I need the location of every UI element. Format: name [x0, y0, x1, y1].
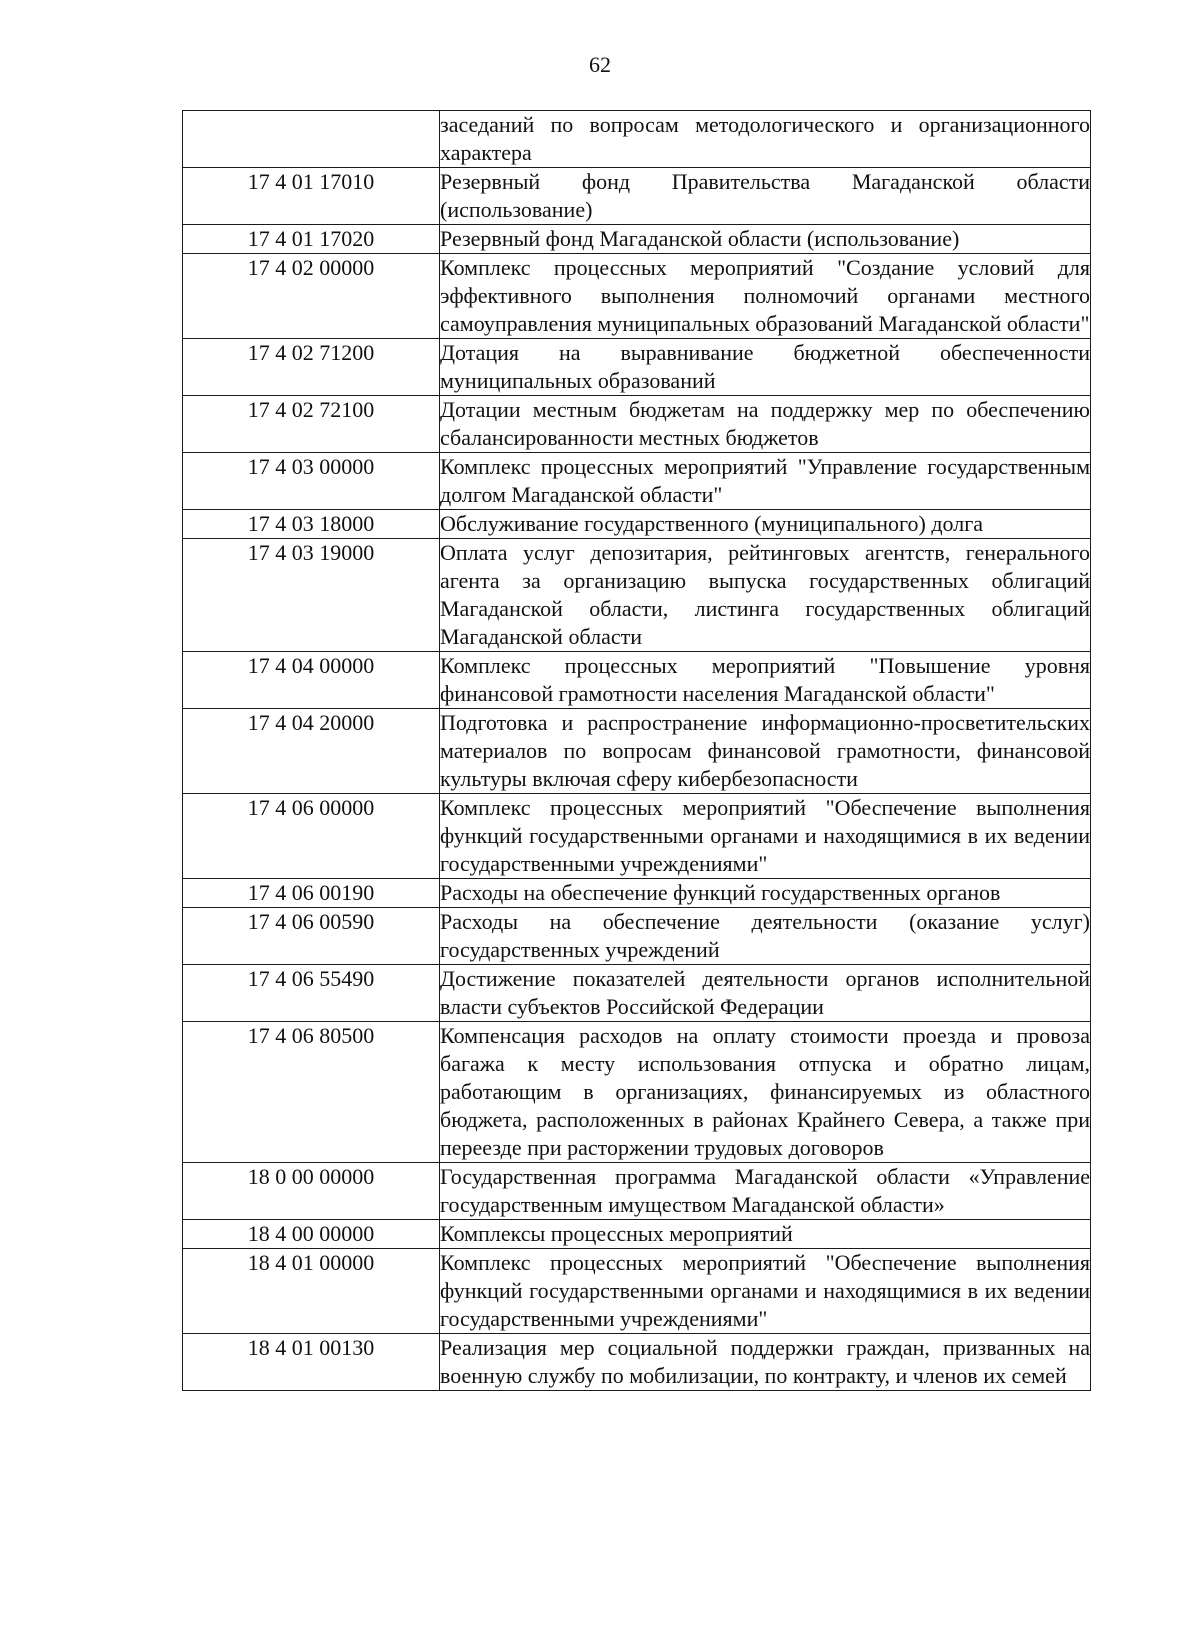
row-description: Комплекс процессных мероприятий "Управление государственным долгом Магаданской области"	[440, 453, 1091, 510]
row-code: 17 4 03 19000	[183, 539, 440, 652]
row-code: 17 4 06 00190	[183, 879, 440, 908]
row-description: Обслуживание государственного (муниципального) долга	[440, 510, 1091, 539]
table-row	[183, 1220, 1091, 1249]
row-description: Резервный фонд Магаданской области (использование)	[440, 225, 1091, 254]
row-description: Комплекс процессных мероприятий "Обеспечение выполнения функций государственными органами и находящимися в их ведении государственными учреждениями"	[440, 1249, 1091, 1334]
table-row	[183, 709, 1091, 794]
row-description: Дотация на выравнивание бюджетной обеспеченности муниципальных образований	[440, 339, 1091, 396]
table-row	[183, 510, 1091, 539]
table-row	[183, 794, 1091, 879]
table-row	[183, 453, 1091, 510]
row-code: 17 4 02 71200	[183, 339, 440, 396]
row-code: 17 4 04 00000	[183, 652, 440, 709]
row-description: Расходы на обеспечение деятельности (оказание услуг) государственных учреждений	[440, 908, 1091, 965]
table-row	[183, 396, 1091, 453]
row-description: Расходы на обеспечение функций государственных органов	[440, 879, 1091, 908]
row-code: 17 4 02 72100	[183, 396, 440, 453]
table-row	[183, 1022, 1091, 1163]
row-description: Комплекс процессных мероприятий "Повышение уровня финансовой грамотности населения Магаданской области"	[440, 652, 1091, 709]
table-row	[183, 225, 1091, 254]
row-code: 17 4 01 17010	[183, 168, 440, 225]
row-code	[183, 111, 440, 168]
row-code: 17 4 01 17020	[183, 225, 440, 254]
row-description: Компенсация расходов на оплату стоимости проезда и провоза багажа к месту использования отпуска и обратно лицам, работающим в организациях, финансируемых из областного бюджета, расположенных в районах Крайнего Севера, а также при переезде при расторжении трудовых договоров	[440, 1022, 1091, 1163]
table-row	[183, 652, 1091, 709]
row-code: 17 4 06 80500	[183, 1022, 440, 1163]
table-row	[183, 254, 1091, 339]
row-description: Резервный фонд Правительства Магаданской области (использование)	[440, 168, 1091, 225]
row-description: Реализация мер социальной поддержки граждан, призванных на военную службу по мобилизации, по контракту, и членов их семей	[440, 1334, 1091, 1391]
row-code: 17 4 04 20000	[183, 709, 440, 794]
table-row	[183, 1163, 1091, 1220]
row-code: 17 4 06 00000	[183, 794, 440, 879]
row-description: Подготовка и распространение информационно-просветительских материалов по вопросам финансовой грамотности, финансовой культуры включая сферу кибербезопасности	[440, 709, 1091, 794]
row-description: Комплекс процессных мероприятий "Обеспечение выполнения функций государственными органами и находящимися в их ведении государственными учреждениями"	[440, 794, 1091, 879]
row-code: 17 4 06 00590	[183, 908, 440, 965]
row-description: заседаний по вопросам методологического и организационного характера	[440, 111, 1091, 168]
row-code: 18 0 00 00000	[183, 1163, 440, 1220]
row-code: 17 4 03 18000	[183, 510, 440, 539]
table-row	[183, 908, 1091, 965]
row-description: Государственная программа Магаданской области «Управление государственным имуществом Магаданской области»	[440, 1163, 1091, 1220]
table-row	[183, 168, 1091, 225]
row-code: 18 4 00 00000	[183, 1220, 440, 1249]
budget-classification-table	[182, 110, 1091, 1391]
row-code: 17 4 02 00000	[183, 254, 440, 339]
table-row	[183, 965, 1091, 1022]
row-code: 17 4 06 55490	[183, 965, 440, 1022]
page-number: 62	[589, 52, 611, 77]
row-description: Дотации местным бюджетам на поддержку мер по обеспечению сбалансированности местных бюджетов	[440, 396, 1091, 453]
row-description: Оплата услуг депозитария, рейтинговых агентств, генерального агента за организацию выпуска государственных облигаций Магаданской области, листинга государственных облигаций Магаданской области	[440, 539, 1091, 652]
table-row	[183, 111, 1091, 168]
row-description: Комплекс процессных мероприятий "Создание условий для эффективного выполнения полномочий органами местного самоуправления муниципальных образований Магаданской области"	[440, 254, 1091, 339]
row-code: 18 4 01 00130	[183, 1334, 440, 1391]
table-row	[183, 539, 1091, 652]
row-code: 17 4 03 00000	[183, 453, 440, 510]
table-row	[183, 1249, 1091, 1334]
row-description: Комплексы процессных мероприятий	[440, 1220, 1091, 1249]
table-row	[183, 879, 1091, 908]
row-code: 18 4 01 00000	[183, 1249, 440, 1334]
table-row	[183, 339, 1091, 396]
table-row	[183, 1334, 1091, 1391]
row-description: Достижение показателей деятельности органов исполнительной власти субъектов Российской Федерации	[440, 965, 1091, 1022]
